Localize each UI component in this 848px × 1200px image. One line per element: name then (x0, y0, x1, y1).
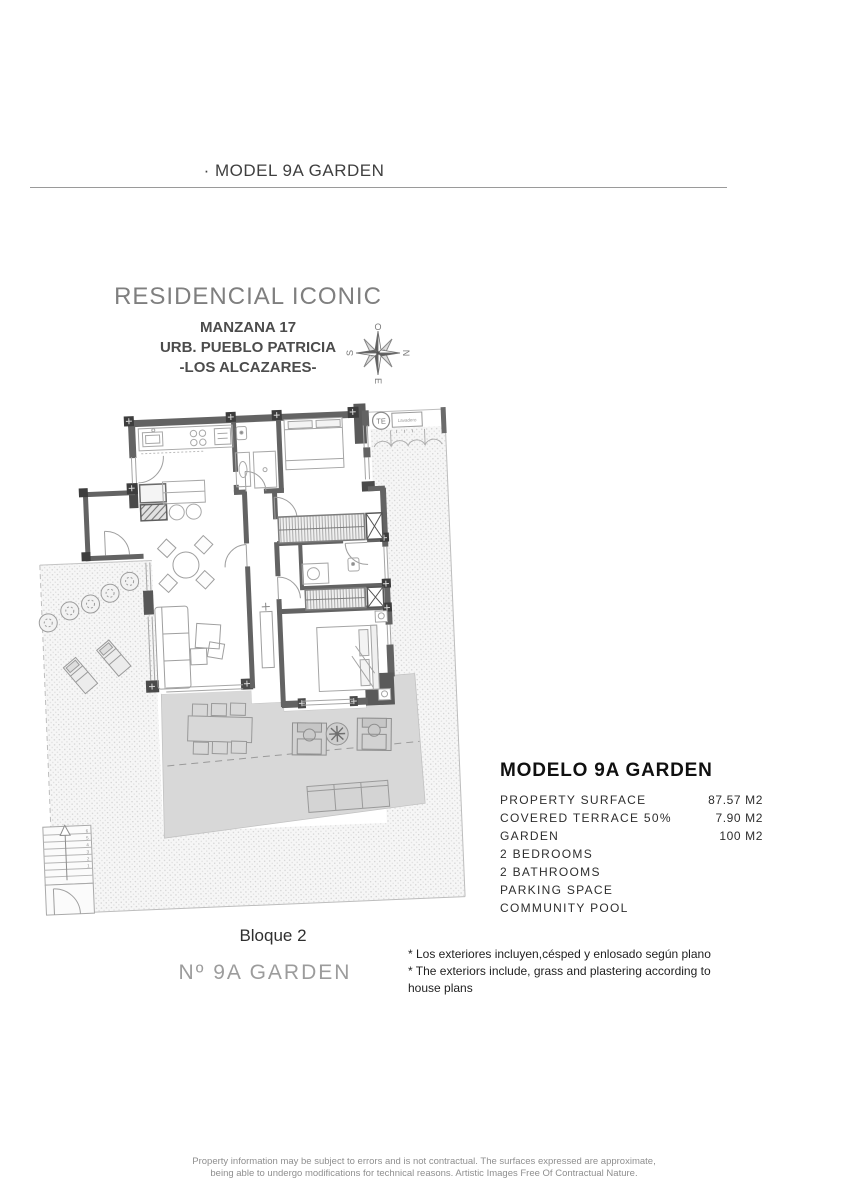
project-address-line2: URB. PUEBLO PATRICIA (159, 339, 337, 356)
detail-row (500, 847, 763, 865)
footnotes (408, 946, 738, 997)
wardrobe-2 (305, 587, 384, 610)
terrace-sofa (307, 780, 390, 812)
svg-text:6: 6 (85, 828, 89, 834)
detail-label: PARKING SPACE (500, 883, 614, 897)
bedroom-1 (284, 417, 344, 469)
footnote-es: * Los exteriores incluyen,césped y enlosado según plano (408, 947, 711, 961)
detail-label: PROPERTY SURFACE (500, 793, 647, 807)
detail-value: 7.90 M2 (715, 811, 763, 825)
detail-label: GARDEN (500, 829, 560, 843)
svg-text:1: 1 (87, 863, 90, 869)
compass-north-label: N (401, 349, 411, 357)
detail-row (500, 829, 763, 847)
svg-text:3: 3 (86, 849, 90, 855)
detail-value: 100 M2 (719, 829, 763, 843)
svg-text:2: 2 (86, 856, 90, 862)
disclaimer-line1: Property information may be subject to errors and is not contractual. The surfaces expressed are approximate, (192, 1156, 656, 1167)
disclaimer-line2: being able to undergo modifications for technical reasons. Artistic Images Free Of Contractual Nature. (210, 1168, 638, 1179)
project-block (98, 283, 398, 378)
project-address (98, 318, 398, 378)
svg-text:4: 4 (86, 842, 89, 848)
svg-text:5: 5 (85, 835, 89, 841)
wardrobe-1 (278, 513, 383, 543)
header-divider (30, 187, 727, 188)
terrace-planter (326, 722, 349, 745)
terrace-dining-set (185, 699, 255, 758)
project-address-line1: MANZANA 17 (199, 319, 297, 336)
compass-south-label: S (345, 349, 355, 357)
project-name: RESIDENCIAL ICONIC (114, 283, 382, 310)
te-label: TE (376, 416, 387, 426)
detail-label: COVERED TERRACE 50% (500, 811, 672, 825)
floor-plan (26, 400, 466, 915)
disclaimer (74, 1156, 774, 1180)
lavadero-label: Lavadero (397, 417, 417, 424)
project-address-line3: -LOS ALCAZARES- (179, 359, 317, 376)
detail-value: 87.57 M2 (708, 793, 763, 807)
footnote-en: * The exteriors include, grass and plastering according to house plans (408, 964, 711, 995)
detail-label: COMMUNITY POOL (500, 901, 629, 915)
detail-label: 2 BATHROOMS (500, 865, 601, 879)
block-label: Bloque 2 (239, 926, 307, 945)
details-title: MODELO 9A GARDEN (500, 760, 713, 781)
staircase (43, 824, 95, 915)
compass-east-label: E (373, 377, 383, 385)
unit-label: Nº 9A GARDEN (178, 961, 352, 984)
page-title: · MODEL 9A GARDEN (203, 161, 385, 180)
detail-row (500, 901, 763, 919)
detail-row (500, 793, 763, 811)
detail-row (500, 883, 763, 901)
detail-row (500, 865, 763, 883)
compass-west-label: O (374, 322, 382, 332)
detail-row (500, 811, 763, 829)
detail-label: 2 BEDROOMS (500, 847, 594, 861)
details-panel (500, 760, 763, 919)
